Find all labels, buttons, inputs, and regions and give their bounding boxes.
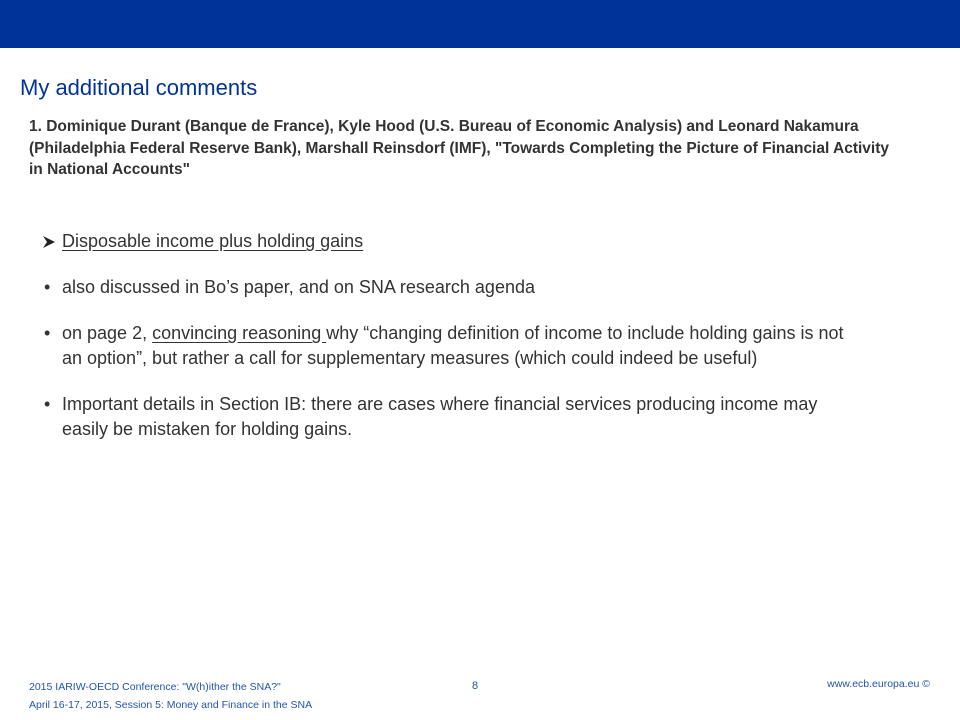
footer-conference: 2015 IARIW-OECD Conference: "W(h)ither the SNA?" (29, 681, 281, 693)
footer-conference-info (29, 678, 312, 714)
list-item (44, 275, 844, 300)
list-item-text: Important details in Section IB: there are cases where financial services producing income may easily be mistaken for holding gains. (62, 394, 818, 439)
footer-website: www.ecb.europa.eu © (827, 678, 930, 690)
heading-bullet-text: Disposable income plus holding gains (62, 231, 364, 251)
page-number: 8 (472, 680, 479, 692)
list-item-text: also discussed in Bo’s paper, and on SNA research agenda (62, 277, 535, 297)
slide-title: My additional comments (20, 75, 258, 100)
paper-reference: 1. Dominique Durant (Banque de France), Kyle Hood (U.S. Bureau of Economic Analysis) and Leonard Nakamura (Philadelphia Federal Reserve Bank), Marshall Reinsdorf (IMF), "Towards Completing the Picture of Financial Activity in National Accounts" (29, 118, 890, 178)
heading-bullet (44, 229, 844, 254)
top-banner (0, 0, 960, 48)
bullet-dot: • (44, 394, 51, 414)
bullet-dot: • (44, 277, 51, 297)
list-item-suffix: why “changing definition of income to include holding gains is not an option”, but rather a call for supplementary measures (which could indeed be useful) (62, 323, 844, 368)
list-item (44, 321, 844, 371)
footer-session: April 16-17, 2015, Session 5: Money and Finance in the SNA (29, 699, 313, 711)
comment-list (44, 229, 844, 442)
list-item-underlined: convincing reasoning (152, 323, 327, 343)
list-item-prefix: on page 2, (62, 323, 153, 343)
list-item (44, 392, 844, 442)
arrow-bullet-icon (42, 235, 56, 249)
bullet-dot: • (44, 323, 51, 343)
